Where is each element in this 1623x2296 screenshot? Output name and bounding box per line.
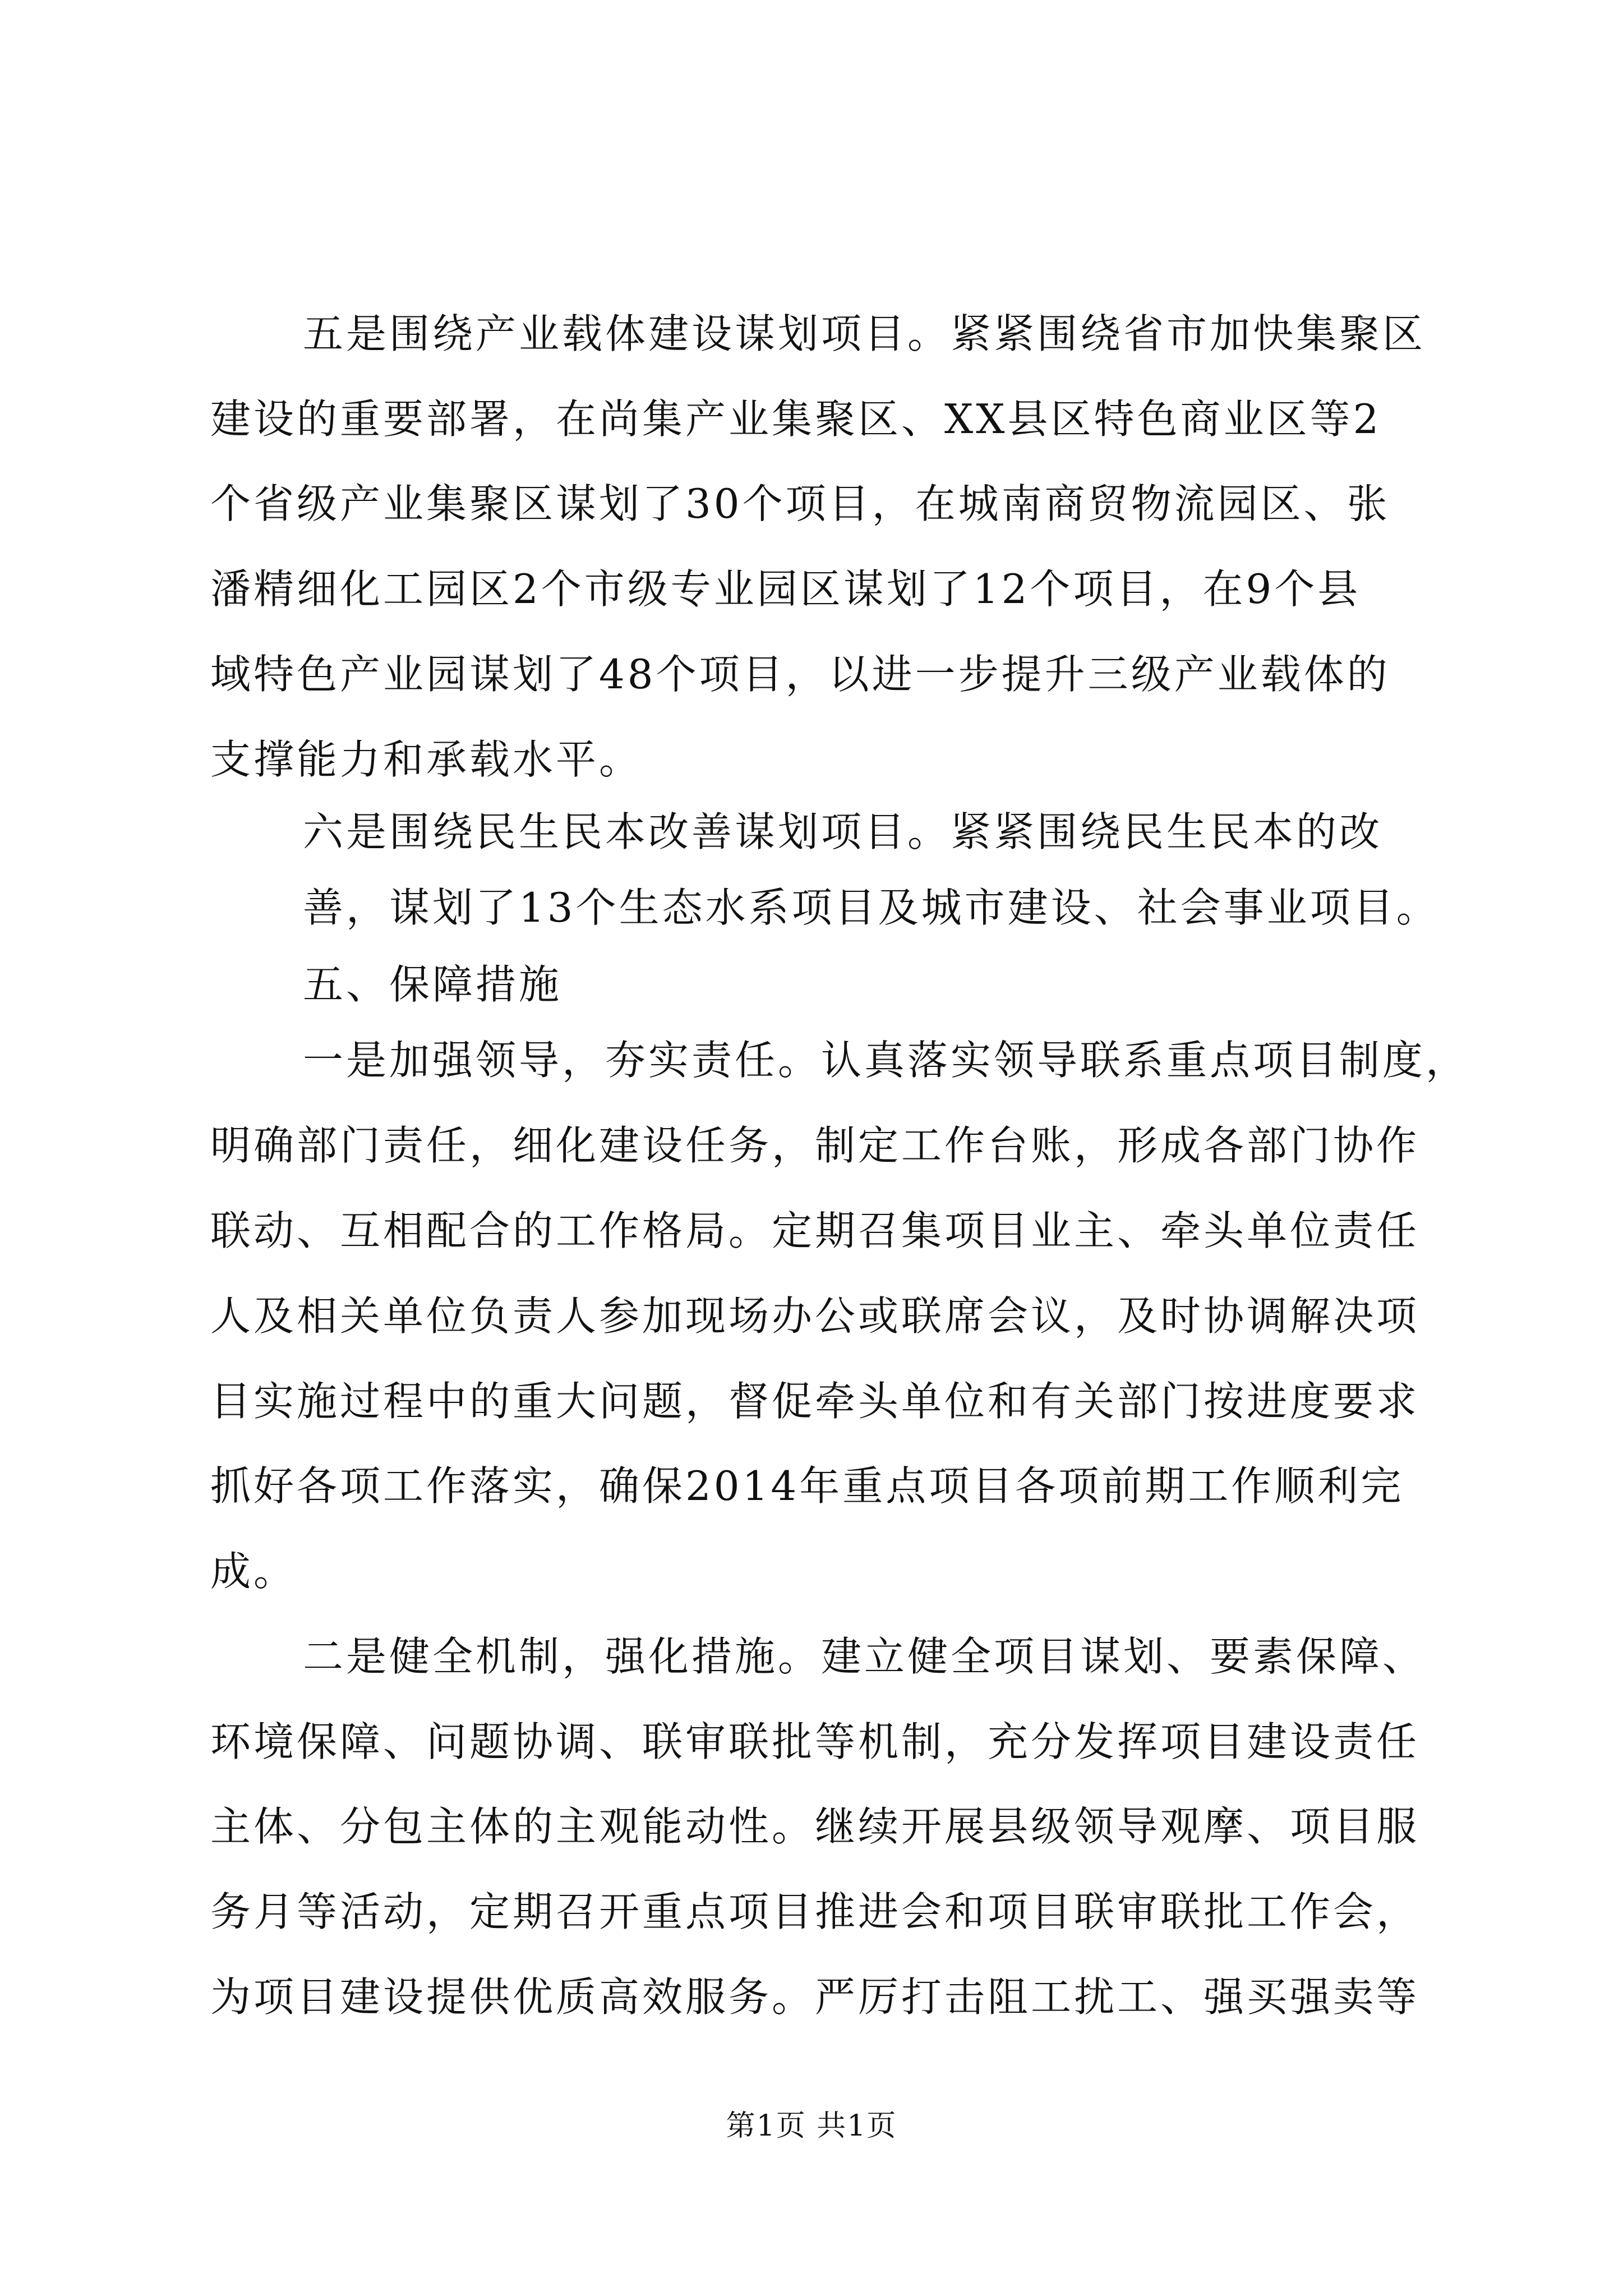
paragraph-line: 主体、分包主体的主观能动性。继续开展县级领导观摩、项目服 — [210, 1803, 1420, 1850]
paragraph-line: 联动、互相配合的工作格局。定期召集项目业主、牵头单位责任 — [210, 1207, 1420, 1254]
paragraph-line: 环境保障、问题协调、联审联批等机制，充分发挥项目建设责任 — [210, 1718, 1420, 1765]
paragraph-line: 成。 — [210, 1548, 297, 1595]
paragraph-line: 为项目建设提供优质高效服务。严厉打击阻工扰工、强买强卖等 — [210, 1973, 1420, 2021]
paragraph-line: 务月等活动，定期召开重点项目推进会和项目联审联批工作会， — [210, 1888, 1420, 1935]
paragraph-line: 目实施过程中的重大问题，督促牵头单位和有关部门按进度要求 — [210, 1378, 1420, 1425]
paragraph-line: 抓好各项工作落实，确保2014年重点项目各项前期工作顺利完 — [210, 1462, 1404, 1510]
paragraph-line: 明确部门责任，细化建设任务，制定工作台账，形成各部门协作 — [210, 1122, 1420, 1169]
paragraph-line: 域特色产业园谋划了48个项目，以进一步提升三级产业载体的 — [210, 651, 1390, 698]
paragraph-line: 个省级产业集聚区谋划了30个项目，在城南商贸物流园区、张 — [210, 480, 1390, 527]
paragraph-line: 一是加强领导，夯实责任。认真落实领导联系重点项目制度， — [303, 1037, 1469, 1084]
paragraph-line: 支撑能力和承载水平。 — [210, 736, 643, 783]
paragraph-line: 善，谋划了13个生态水系项目及城市建设、社会事业项目。 — [303, 884, 1440, 931]
paragraph-line: 潘精细化工园区2个市级专业园区谋划了12个项目，在9个县 — [210, 565, 1361, 613]
paragraph-line: 五是围绕产业载体建设谋划项目。紧紧围绕省市加快集聚区 — [303, 310, 1426, 357]
paragraph-line: 二是健全机制，强化措施。建立健全项目谋划、要素保障、 — [303, 1633, 1426, 1680]
paragraph-line: 人及相关单位负责人参加现场办公或联席会议，及时协调解决项 — [210, 1292, 1420, 1340]
paragraph-line: 六是围绕民生民本改善谋划项目。紧紧围绕民生民本的改 — [303, 808, 1383, 855]
page-number-footer: 第1页 共1页 — [726, 2109, 897, 2143]
section-heading: 五、保障措施 — [303, 961, 562, 1008]
paragraph-line: 建设的重要部署，在尚集产业集聚区、XX县区特色商业区等2 — [210, 395, 1382, 443]
